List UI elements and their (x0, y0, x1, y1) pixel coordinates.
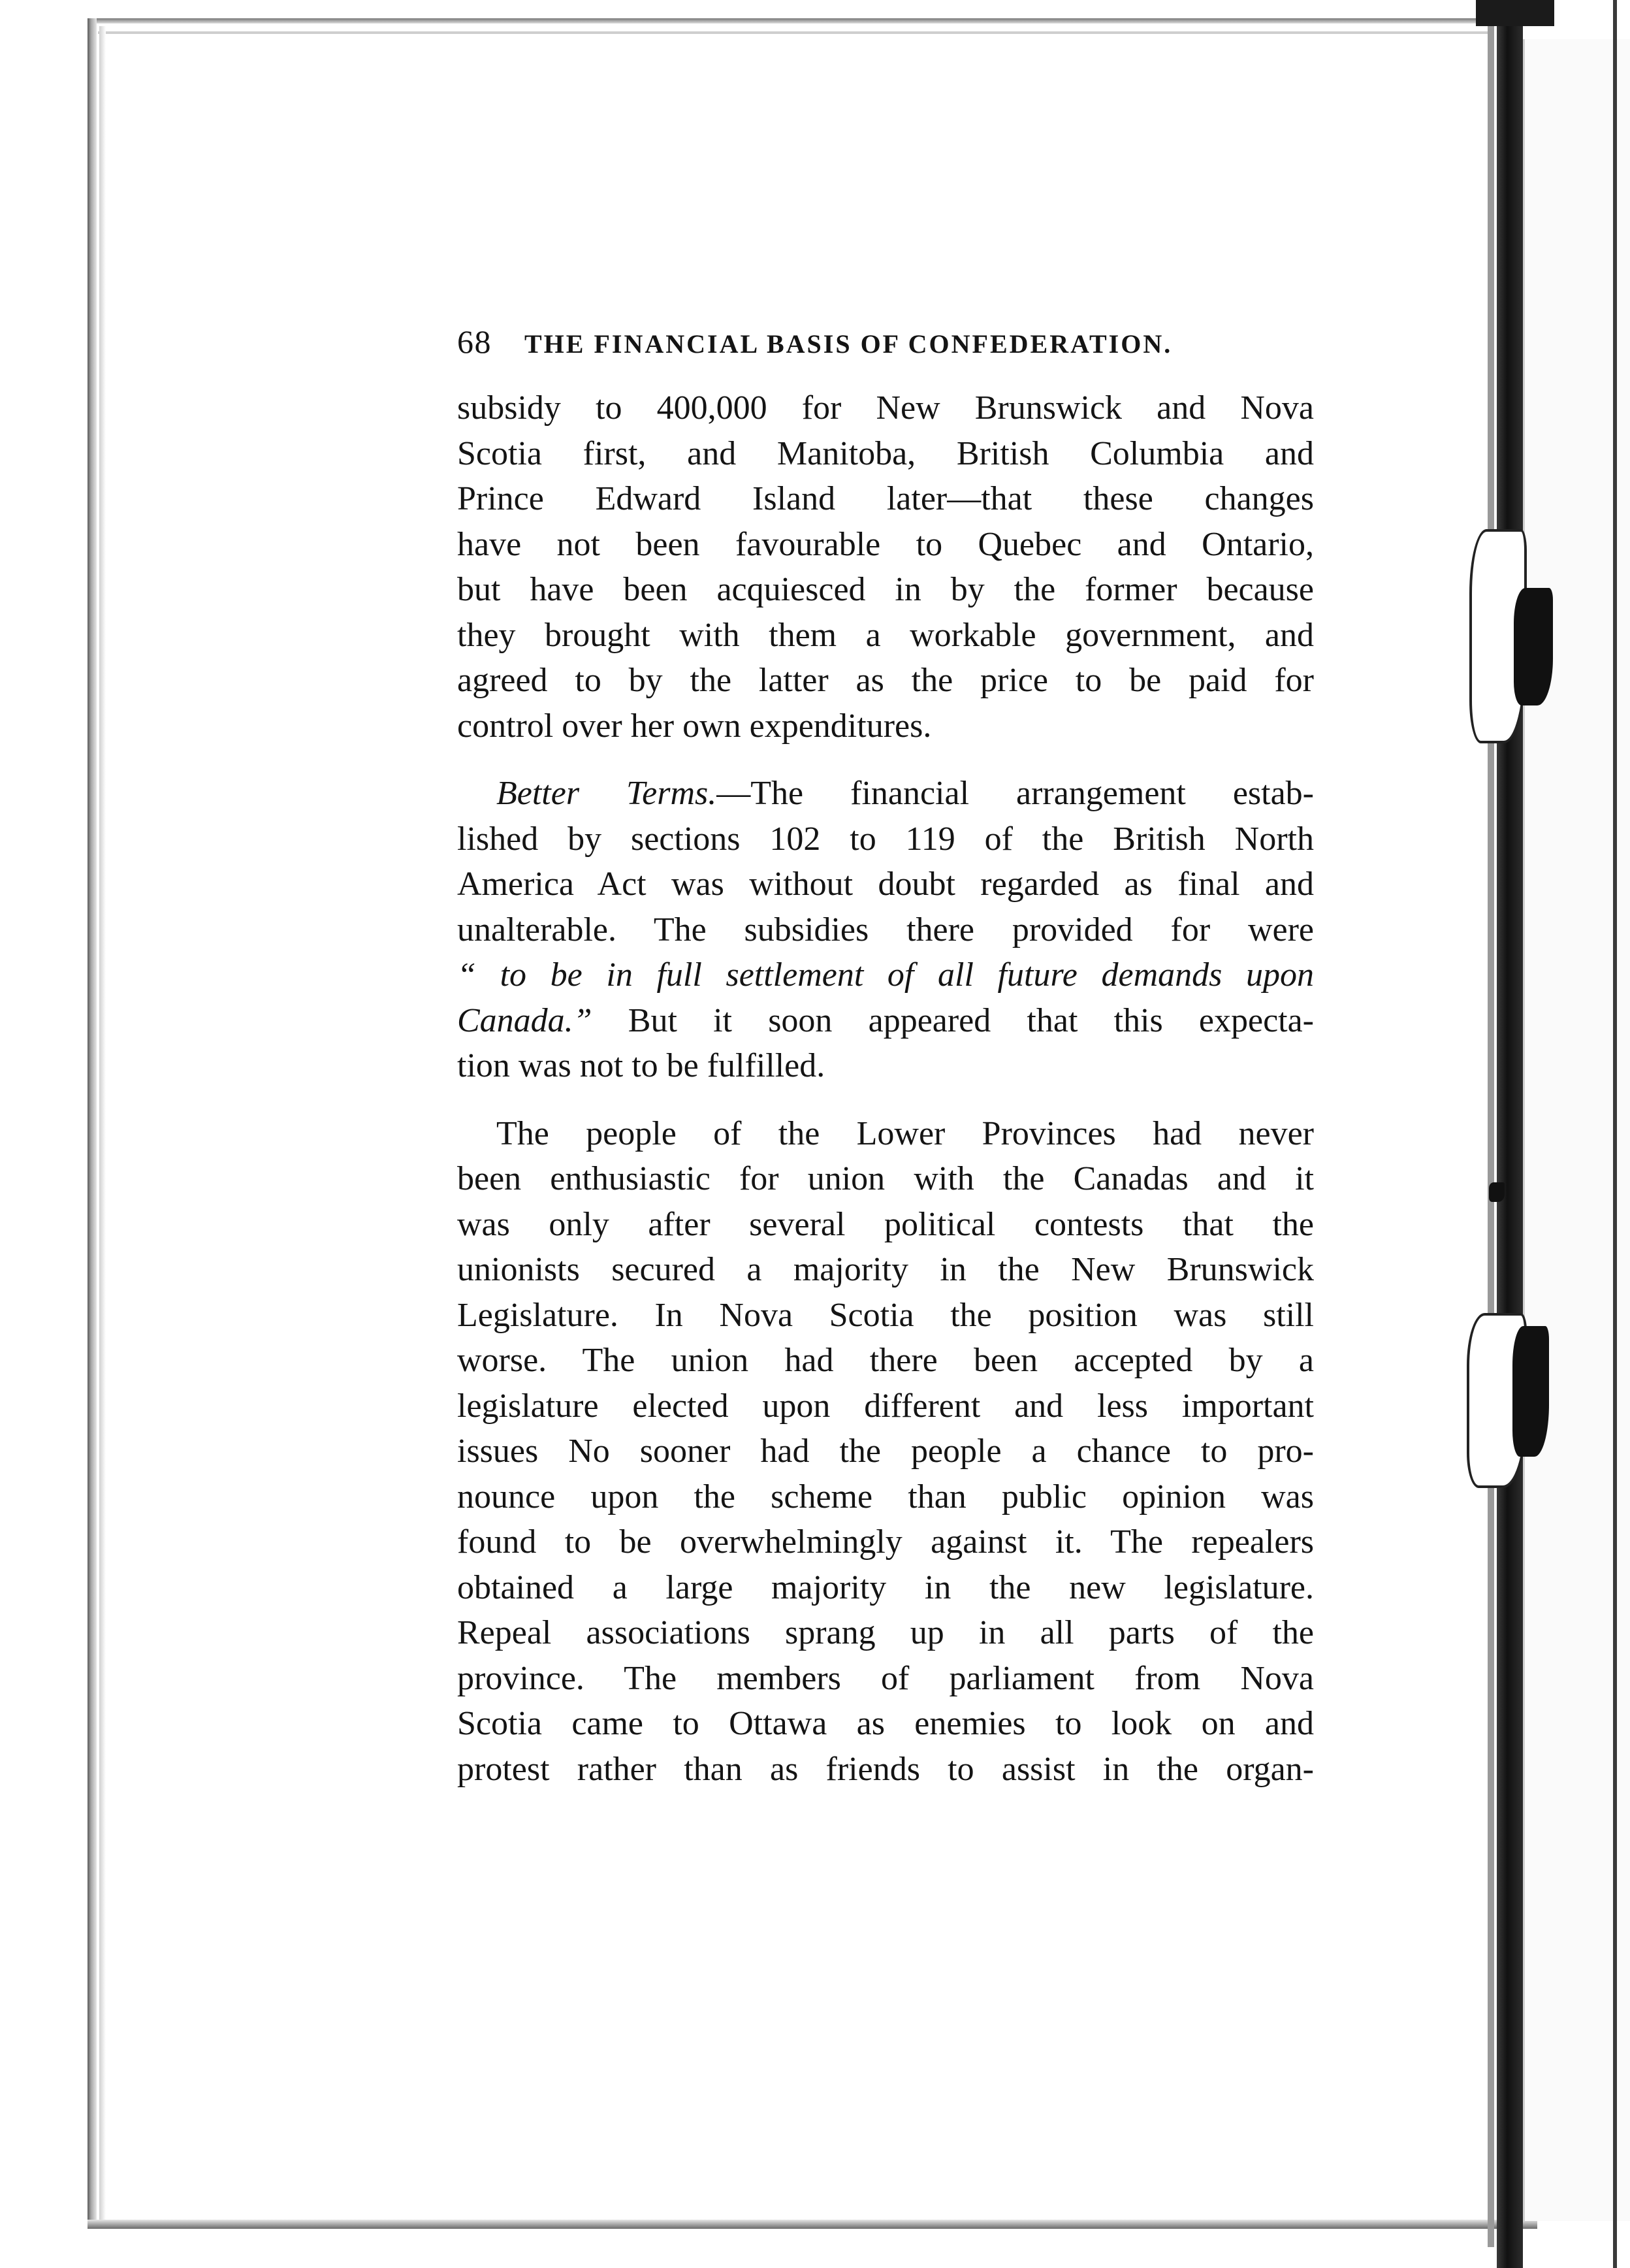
text-line: Scotia first, and Manitoba, British Columbia and (457, 434, 1314, 472)
tape-tear-mark (1489, 1182, 1505, 1202)
running-title: THE FINANCIAL BASIS OF CONFEDERATION. (524, 329, 1173, 359)
text-line: but have been acquiesced in by the former because (457, 571, 1314, 608)
text-line: province. The members of parliament from Nova (457, 1659, 1314, 1697)
text-line: legislature elected upon different and less important (457, 1387, 1314, 1425)
text-line: issues No sooner had the people a chance to pro- (457, 1433, 1314, 1470)
text-line: protest rather than as friends to assist in the organ- (457, 1750, 1314, 1788)
text-line: Legislature. In Nova Scotia the position was still (457, 1296, 1314, 1334)
text-line (457, 998, 1314, 1044)
section-heading: Better Terms. (496, 775, 717, 812)
running-head (457, 323, 1319, 362)
tape-tear-mark (1514, 588, 1553, 705)
text-line: agreed to by the latter as the price to be paid for (457, 662, 1314, 699)
text-line: worse. The union had there been accepted by a (457, 1342, 1314, 1379)
text-line: Prince Edward Island later—that these changes (457, 480, 1314, 517)
text-line: tion was not to be fulfilled. (457, 1047, 825, 1084)
text-line: unionists secured a majority in the New Brunswick (457, 1251, 1314, 1288)
page-top-edge-inner (98, 31, 1489, 34)
text-line: The people of the Lower Provinces had never (496, 1114, 1314, 1152)
text-line: been enthusiastic for union with the Canadas and it (457, 1160, 1314, 1197)
gutter-inner-edge (1488, 26, 1494, 2247)
body-text (457, 385, 1314, 1792)
text-line (457, 771, 1314, 817)
text-fragment: But it soon appeared that this expecta- (592, 1001, 1314, 1039)
quoted-text: Canada.” (457, 1001, 592, 1039)
text-line: nounce upon the scheme than public opinion was (457, 1478, 1314, 1515)
page-number: 68 (457, 323, 492, 360)
quoted-text-line: “ to be in full settlement of all future demands upon (457, 956, 1314, 994)
scan-clip-mark (1476, 0, 1554, 26)
text-line: control over her own expenditures. (457, 707, 932, 745)
book-gutter (1497, 0, 1523, 2268)
text-line: subsidy to 400,000 for New Brunswick and Nova (457, 389, 1314, 427)
text-line: obtained a large majority in the new legislature. (457, 1568, 1314, 1606)
text-fragment: —The financial arrangement estab- (716, 775, 1314, 812)
text-line: have not been favourable to Quebec and Ontario, (457, 525, 1314, 563)
paragraph-3 (457, 1111, 1314, 1792)
page-top-edge (88, 18, 1492, 24)
text-line: they brought with them a workable government, and (457, 616, 1314, 654)
text-line: was only after several political contests that the (457, 1205, 1314, 1243)
text-line: Scotia came to Ottawa as enemies to look on and (457, 1705, 1314, 1742)
facing-page-rule (1613, 0, 1617, 2268)
text-line: lished by sections 102 to 119 of the British North (457, 820, 1314, 858)
paragraph-2 (457, 771, 1314, 1089)
text-line: unalterable. The subsidies there provided for were (457, 911, 1314, 948)
text-line: found to be overwhelmingly against it. The repealers (457, 1523, 1314, 1561)
paragraph-1 (457, 385, 1314, 749)
text-line: Repeal associations sprang up in all parts of the (457, 1614, 1314, 1651)
page-left-shadow (99, 26, 106, 2221)
text-line: America Act was without doubt regarded as final and (457, 866, 1314, 903)
page-left-edge (88, 18, 97, 2226)
tape-tear-mark (1512, 1326, 1549, 1457)
page-bottom-edge (88, 2220, 1537, 2229)
